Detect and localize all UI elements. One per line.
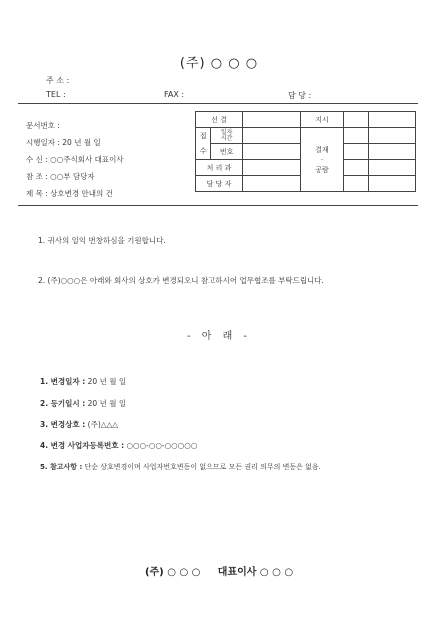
header-divider: [18, 103, 418, 104]
su-label: 수: [199, 147, 207, 155]
item-change-date: 1. 변경일자 : 20 년 월 일: [40, 377, 127, 386]
info-divider: [18, 205, 418, 206]
ilja-sigan-cell: 일자 시간: [211, 128, 243, 144]
company-title: (주) ○ ○ ○: [179, 56, 259, 71]
paragraph-2: 2. (주)○○○은 아래와 회사의 상호가 변경되오니 참고하시어 업무협조를 부탁드립니다.: [38, 276, 324, 285]
paragraph-1: 1. 귀사의 일익 번창하심을 기원합니다.: [38, 236, 166, 245]
item-business-number: 4. 변경 사업자등록번호 : ○○○-○○-○○○○○: [40, 441, 198, 450]
reference: 참 조 : ○○부 담당자: [26, 172, 95, 181]
damdangja-cell: 담 당 자: [196, 176, 243, 192]
item-new-name: 3. 변경상호 : (주)△△△: [40, 420, 119, 429]
doc-number: 문서번호 :: [26, 121, 60, 130]
footer-signature: (주) ○ ○ ○ 대표이사 ○ ○ ○: [144, 567, 294, 578]
gyeoljae-cell: 결재 · 공람: [301, 128, 344, 192]
seongyeol-cell: 선 결: [196, 112, 243, 128]
address-label: 주 소 :: [46, 76, 70, 85]
item-notes: 5. 참고사항 : 단순 상호변경이며 사업자번호변동이 없으므로 모든 권리 의무의 변동은 없음.: [40, 463, 321, 471]
approval-table: [195, 111, 416, 192]
exec-date: 시행일자 : 20 년 월 일: [26, 138, 101, 147]
subject: 제 목 : 상호변경 안내의 건: [26, 189, 113, 198]
beonho-cell: 번호: [211, 144, 243, 160]
recipient: 수 신 : ○○주식회사 대표이사: [26, 155, 124, 164]
item-registration-date: 2. 등기일시 : 20 년 월 일: [40, 399, 127, 408]
jeop-su-cell: [196, 128, 211, 160]
cheorigwa-cell: 처 리 과: [196, 160, 243, 176]
arae-heading: - 아 래 -: [186, 331, 252, 342]
fax-label: FAX :: [164, 90, 185, 99]
contact-label: 담 당 :: [288, 91, 312, 100]
jisi-cell: 지시: [301, 112, 344, 128]
jeop-label: 접: [199, 132, 207, 140]
tel-label: TEL :: [46, 90, 66, 99]
